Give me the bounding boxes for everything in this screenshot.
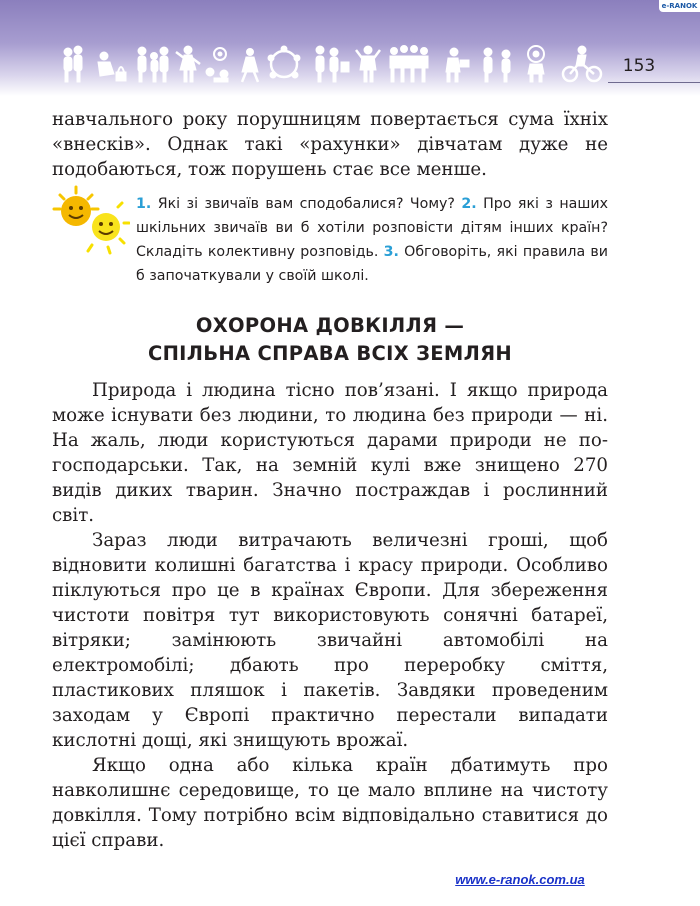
task-questions bbox=[136, 192, 608, 288]
team-icon bbox=[390, 46, 428, 83]
gardening-icon bbox=[98, 52, 126, 81]
family-group-icon bbox=[138, 47, 168, 82]
globe-icon bbox=[528, 46, 544, 82]
section-heading-line-1: ОХОРОНА ДОВКІЛЛЯ — bbox=[195, 314, 465, 337]
body-paragraph-2: Зараз люди витрачають величезні гроші, щоб відновити колишні багатства і красу природи. Особливо піклуються про це в країнах Європи. Для збереження чистоти повітря тут використовують сонячні батареї, вітряки; замінюють звичайні автомобілі на електромобілі; дбають про переробку сміття, пластикових пляшок і пакетів. Завдяки проведеним заходам у Європі практично перестали випадати кислотні дощі, які знищують врожаї. bbox=[52, 530, 608, 751]
body-paragraph-3: Якщо одна або кілька країн дбатимуть про навколишнє середовище, то це мало вплине на чистоту довкілля. Тому потрібно всім відповідально ставитися до цієї справи. bbox=[52, 755, 608, 851]
children-icon bbox=[242, 49, 258, 83]
page-number-rule bbox=[608, 82, 700, 83]
reading-icon bbox=[446, 48, 469, 82]
garden-icon bbox=[206, 48, 228, 82]
task-number-3: 3. bbox=[383, 244, 399, 260]
task-text-2: Про які з наших шкільних звичаїв ви б хотіли розповісти дітям інших країн? Складіть колективну розповідь. bbox=[136, 196, 608, 260]
body-paragraph-1: Природа і людина тісно пов’язані. І якщо природа може існувати без людини, то людина без природи — ні. На жаль, люди користуються дарами природи не по-господарськи. Так, на земній кулі вже знищено 270 видів диких тварин. Значно постраждав і рослинний світ. bbox=[52, 380, 608, 526]
section-heading-line-2: СПІЛЬНА СПРАВА ВСІХ ЗЕМЛЯН bbox=[147, 342, 513, 365]
family-icon bbox=[64, 46, 82, 82]
activity-icons-strip bbox=[58, 44, 603, 84]
circle-dance-icon bbox=[268, 46, 300, 78]
cyclist-icon bbox=[563, 46, 601, 81]
task-number-1: 1. bbox=[136, 196, 152, 212]
page-header bbox=[0, 0, 700, 96]
task-text-1: Які зі звичаїв вам сподобалися? Чому? bbox=[151, 196, 462, 212]
task-number-2: 2. bbox=[461, 196, 477, 212]
dancing-icon bbox=[176, 46, 200, 82]
publisher-website-link[interactable]: www.e-ranok.com.ua bbox=[455, 872, 585, 887]
smiling-suns-icon bbox=[52, 185, 130, 255]
intro-paragraph-continued: навчального року порушницям повертається сума їхніх «внесків». Однак такі «рахунки» дівчатам дуже не подобаються, тож порушень стає все менше. bbox=[52, 109, 608, 180]
publisher-logo[interactable]: e-RANOK bbox=[659, 0, 700, 12]
task-text-3: Обговоріть, які правила ви б започаткували у своїй школі. bbox=[136, 244, 608, 284]
person-icon bbox=[356, 46, 380, 82]
shopping-icon bbox=[316, 46, 349, 82]
conversation-icon bbox=[484, 48, 510, 82]
section-heading bbox=[52, 312, 608, 368]
page-number: 153 bbox=[622, 56, 656, 76]
